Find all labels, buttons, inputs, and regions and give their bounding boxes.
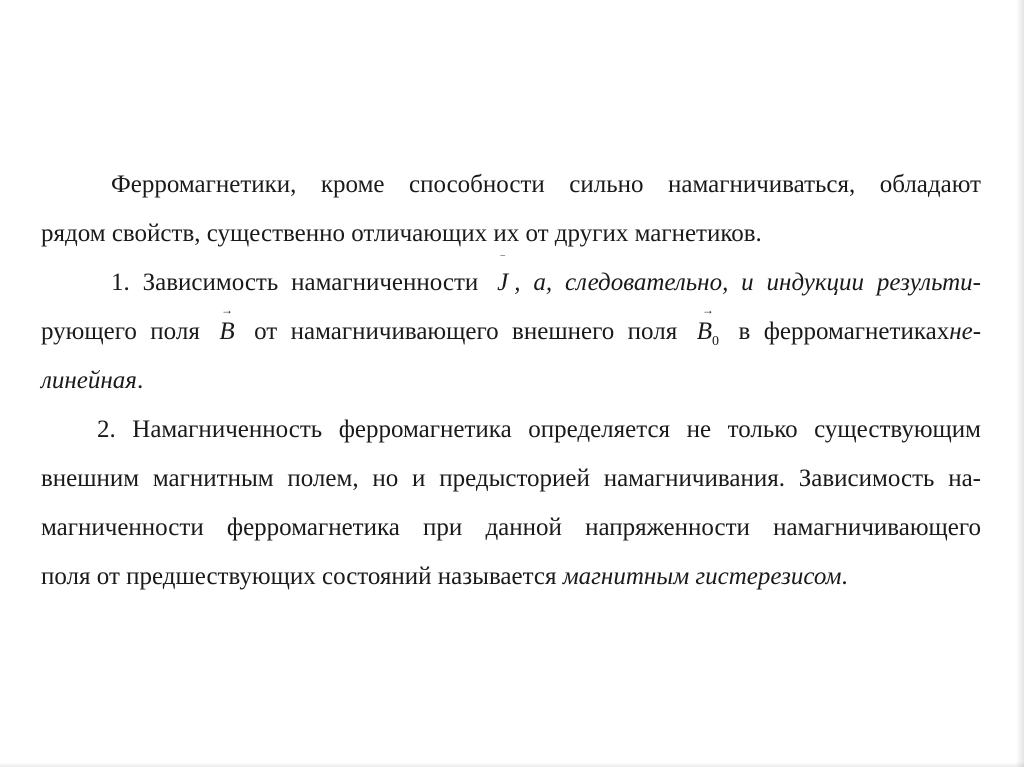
paragraph-intro-line-2: рядом свойств, существенно отличающих их от других магнетиков. — [41, 220, 762, 247]
item-1-period: . — [136, 367, 144, 394]
item-2-line-2: внешним магнитным полем, но и предысторией намагничивания. Зависимость на- — [41, 465, 981, 492]
paragraph-intro-line-1: Ферромагнетики, кроме способности сильно намагничиваться, обладают — [111, 171, 981, 198]
item-1-text-a: 1. Зависимость намагниченности — [111, 269, 479, 296]
text-body — [41, 160, 981, 601]
item-1-line-3 — [41, 356, 981, 405]
item-2-line-3: магниченности ферромагнетика при данной напряженности намагничивающего — [41, 514, 981, 541]
item-2-term: магнитным гистерезисом — [562, 563, 842, 590]
item-2-text-a: поля от предшествующих состояний называется — [41, 563, 557, 590]
item-1-text-c: рующего поля — [41, 318, 200, 345]
item-1-text-d: от намагничивающего внешнего поля — [254, 318, 678, 345]
item-2-line-1: 2. Намагниченность ферромагнетика определяется не только существующим — [97, 416, 981, 443]
item-1-line-1 — [41, 254, 981, 307]
item-1-line-2 — [41, 303, 982, 356]
page-shadow-right — [1016, 0, 1024, 767]
vector-b0-symbol: → $B_0$ — [696, 303, 719, 349]
vector-b-symbol: → B — [219, 303, 235, 345]
item-1-text-b: , а, следовательно, и индукции результи- — [514, 269, 981, 296]
item-1-text-g: линейная — [41, 367, 137, 394]
item-1-text-f: не- — [949, 318, 982, 345]
item-1-text-e: в ферромагнетиках — [738, 318, 950, 345]
vector-j-symbol: ‾ J — [497, 254, 509, 296]
page-shadow-bottom — [0, 762, 1024, 767]
item-2-line-4 — [41, 552, 981, 601]
item-2-period: . — [841, 563, 848, 590]
